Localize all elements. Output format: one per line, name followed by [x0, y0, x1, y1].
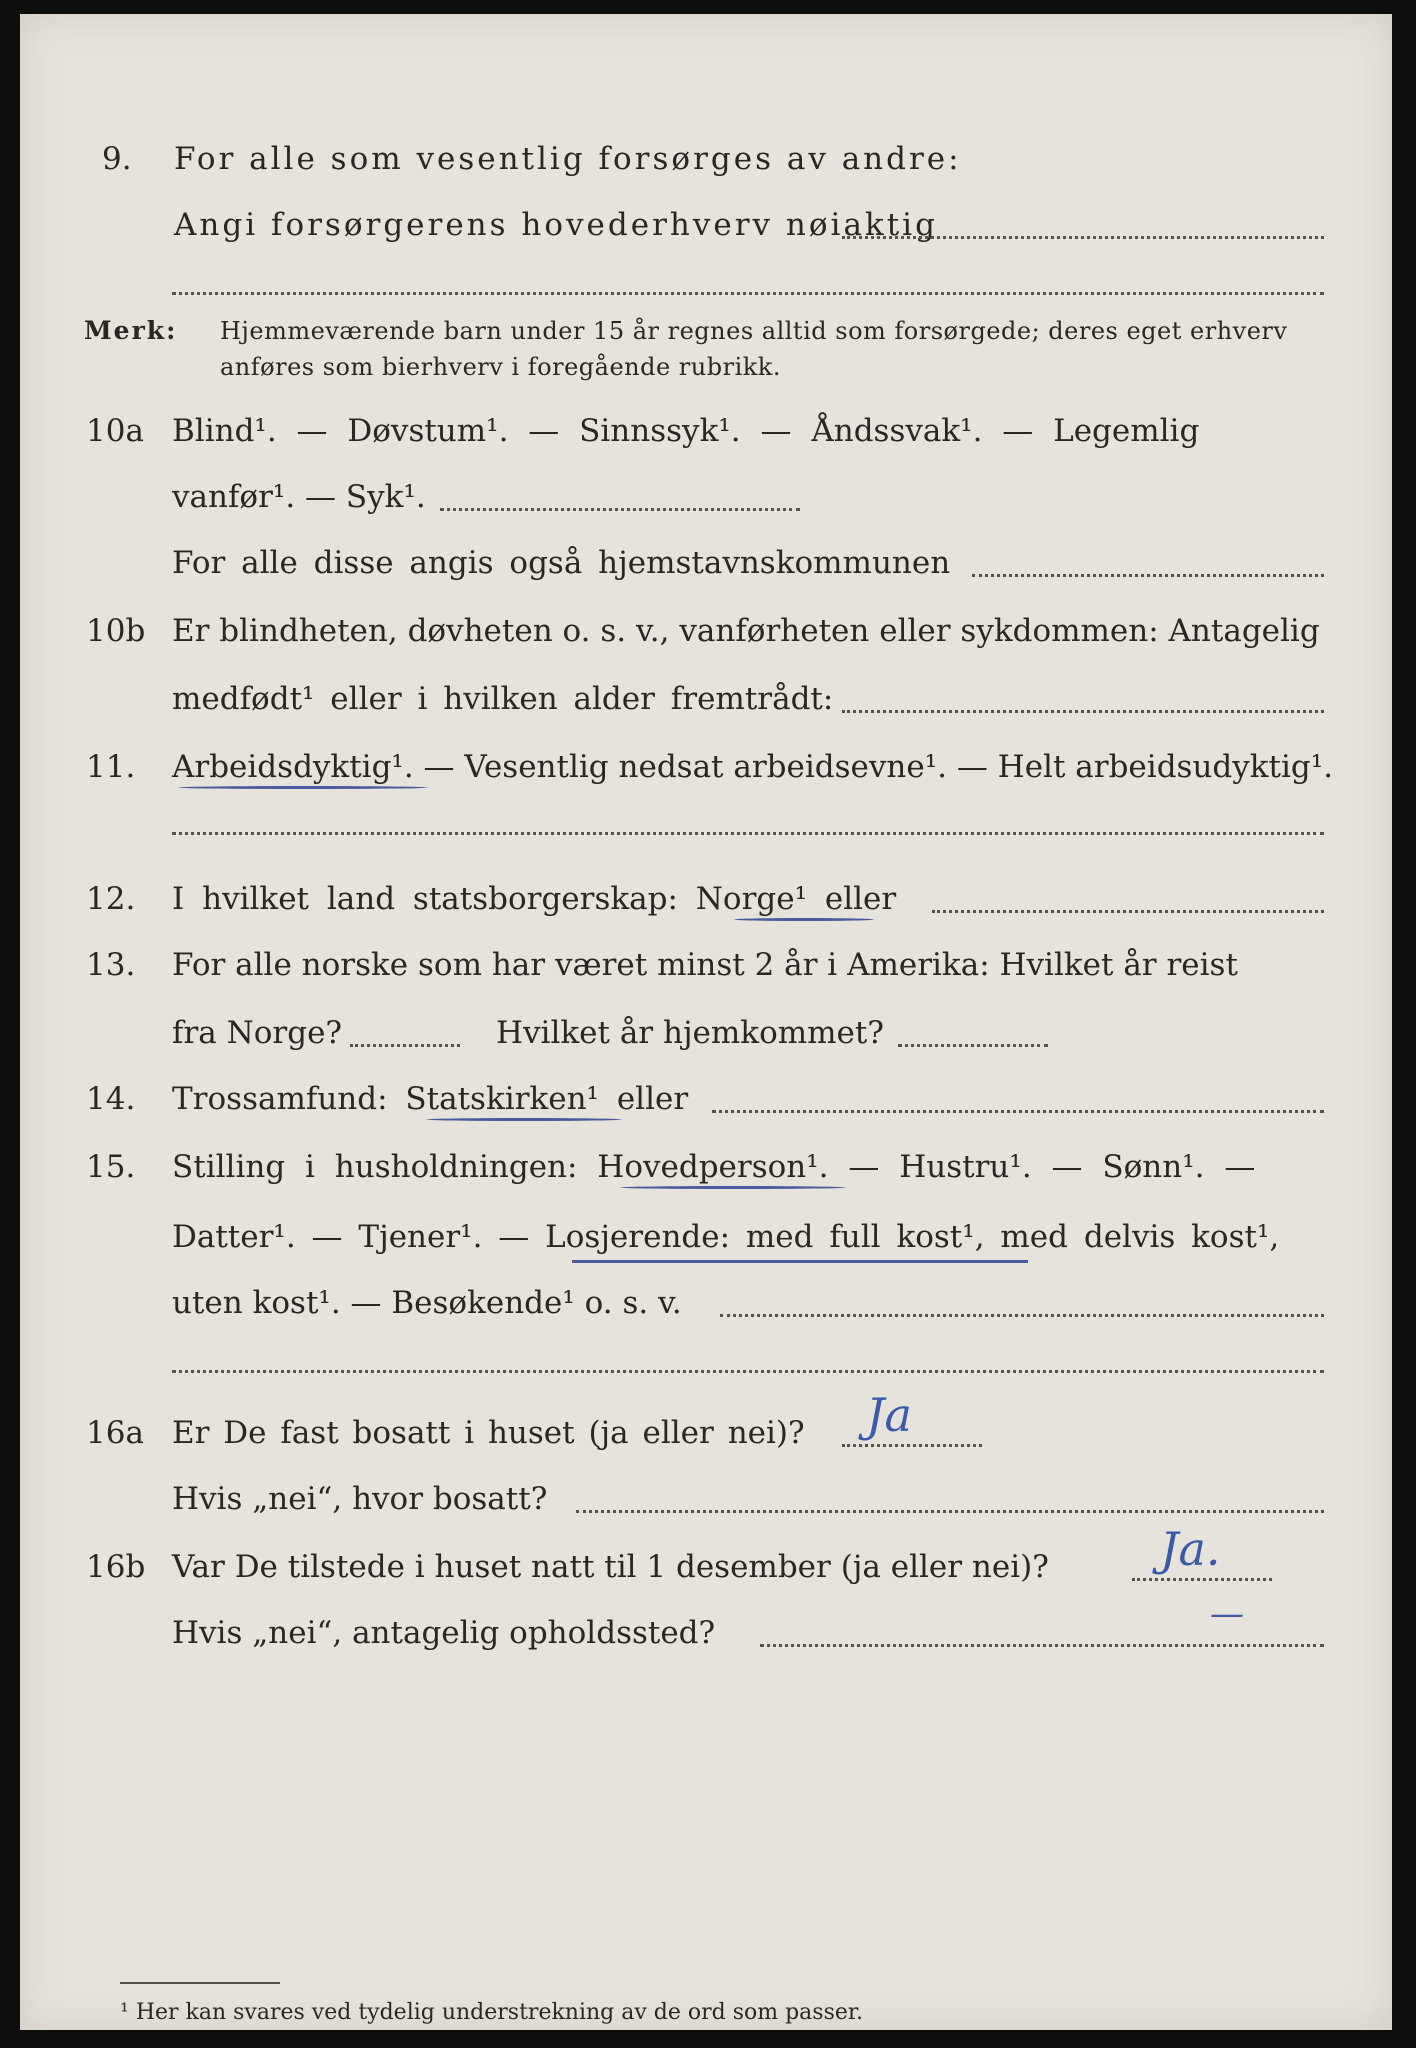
answer-line[interactable] [842, 236, 1324, 239]
question-number: 11. [86, 749, 136, 785]
underline-mark [620, 1186, 846, 1189]
answer-line[interactable] [440, 508, 800, 511]
question-10a-line3 [20, 540, 1392, 586]
question-text: Er De fast bosatt i huset (ja eller nei)? [172, 1415, 805, 1451]
question-text: For alle disse angis også hjemstavnskommunen [172, 545, 951, 581]
answer-line[interactable] [760, 1644, 1324, 1647]
question-text: Er blindheten, døvheten o. s. v., vanførheten eller sykdommen: Antagelig [172, 613, 1320, 649]
footnote: ¹ Her kan svares ved tydelig understrekning av de ord som passer. [120, 2000, 863, 2025]
question-9-line2 [20, 202, 1392, 248]
note-text: Hjemmeværende barn under 15 år regnes alltid som forsørgede; deres eget erhverv [220, 317, 1288, 345]
question-number: 14. [86, 1081, 136, 1117]
answer-line[interactable] [576, 1510, 1324, 1513]
question-text: Angi forsørgerens hovederhverv nøiaktig [174, 207, 938, 243]
question-text: Hvis „nei“, hvor bosatt? [172, 1481, 548, 1517]
question-text: Hvilket år hjemkommet? [496, 1015, 884, 1051]
question-15-line2 [20, 1214, 1392, 1260]
answer-line[interactable] [172, 292, 1324, 295]
question-text: Trossamfund: Statskirken¹ eller [172, 1081, 689, 1117]
question-number: 16b [86, 1549, 146, 1585]
question-number: 9. [102, 141, 132, 177]
answer-line[interactable] [842, 1444, 982, 1447]
handwritten-answer[interactable]: Ja. [1160, 1522, 1221, 1576]
question-text: For alle som vesentlig forsørges av andre: [174, 141, 962, 177]
question-text: Stilling i husholdningen: Hovedperson¹. — Hustru¹. — Sønn¹. — [172, 1149, 1256, 1185]
question-text: Datter¹. — Tjener¹. — Losjerende: med full kost¹, med delvis kost¹, [172, 1219, 1280, 1255]
note-text: anføres som bierhverv i foregående rubrikk. [220, 353, 781, 381]
answer-line[interactable] [842, 710, 1324, 713]
question-text: Hvis „nei“, antagelig opholdssted? [172, 1615, 716, 1651]
census-form-page [20, 14, 1392, 2030]
answer-line-year-return[interactable] [898, 1044, 1048, 1047]
question-number: 16a [86, 1415, 144, 1451]
answer-line[interactable] [172, 1370, 1324, 1373]
footnote-rule [120, 1982, 280, 1984]
question-15 [20, 1144, 1392, 1190]
question-number: 13. [86, 947, 136, 983]
question-text: I hvilket land statsborgerskap: Norge¹ eller [172, 881, 897, 917]
answer-line[interactable] [972, 574, 1324, 577]
underline-mark [178, 786, 428, 789]
question-10b [20, 608, 1392, 654]
question-15-line3 [20, 1280, 1392, 1326]
handwritten-dash: — [1210, 1594, 1244, 1634]
note-label: Merk: [84, 316, 178, 345]
question-16a [20, 1410, 1392, 1456]
question-16a-line2 [20, 1476, 1392, 1522]
question-10b-line2 [20, 676, 1392, 722]
question-9 [20, 136, 1392, 182]
question-text: fra Norge? [172, 1015, 343, 1051]
answer-line-year-left[interactable] [350, 1044, 460, 1047]
question-12 [20, 876, 1392, 922]
question-text: For alle norske som har været minst 2 år i Amerika: Hvilket år reist [172, 947, 1238, 983]
question-text: uten kost¹. — Besøkende¹ o. s. v. [172, 1285, 682, 1321]
answer-line[interactable] [712, 1110, 1324, 1113]
question-number: 12. [86, 881, 136, 917]
underline-mark [572, 1260, 1028, 1263]
question-text: Var De tilstede i huset natt til 1 desember (ja eller nei)? [172, 1549, 1049, 1585]
answer-line[interactable] [172, 832, 1324, 835]
answer-line[interactable] [1132, 1578, 1272, 1581]
question-text: medfødt¹ eller i hvilken alder fremtrådt: [172, 681, 834, 717]
question-text: Arbeidsdyktig¹. — Vesentlig nedsat arbeidsevne¹. — Helt arbeidsudyktig¹. [172, 749, 1334, 785]
question-13-line2 [20, 1010, 1392, 1056]
underline-mark [426, 1118, 622, 1121]
handwritten-answer[interactable]: Ja [866, 1388, 912, 1442]
question-number: 15. [86, 1149, 136, 1185]
question-text: Blind¹. — Døvstum¹. — Sinnssyk¹. — Åndssvak¹. — Legemlig [172, 413, 1200, 449]
answer-line[interactable] [720, 1314, 1324, 1317]
question-13 [20, 942, 1392, 988]
question-number: 10a [86, 413, 144, 449]
question-16b-line2 [20, 1610, 1392, 1656]
question-14 [20, 1076, 1392, 1122]
question-text: vanfør¹. — Syk¹. [172, 479, 426, 515]
question-10a [20, 408, 1392, 454]
answer-line[interactable] [932, 910, 1324, 913]
question-number: 10b [86, 613, 146, 649]
underline-mark [734, 918, 874, 921]
question-11 [20, 744, 1392, 790]
question-10a-line2 [20, 474, 1392, 520]
